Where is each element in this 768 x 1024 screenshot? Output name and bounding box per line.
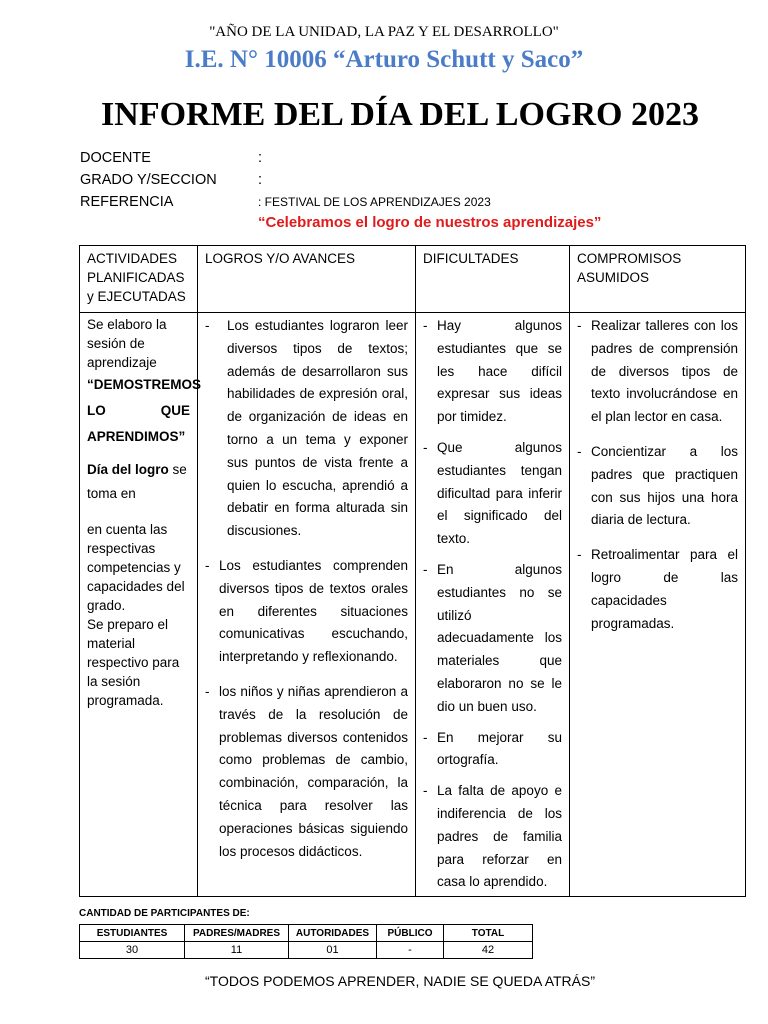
- footer-slogan: “TODOS PODEMOS APRENDER, NADIE SE QUEDA ATRÁS”: [204, 973, 595, 989]
- header-compromisos: COMPROMISOS ASUMIDOS: [570, 246, 746, 313]
- referencia-label: REFERENCIA: [80, 194, 174, 210]
- participants-value-cell: -: [377, 942, 444, 959]
- grado-label: GRADO Y/SECCION: [80, 172, 217, 188]
- report-table: [79, 245, 746, 897]
- dificultad-item: [423, 559, 562, 719]
- participants-header-cell: AUTORIDADES: [289, 925, 377, 942]
- logro-text: los niños y niñas aprendieron a través de la resolución de problemas diversos contenidos como problemas de cambio, combinación, comparación, la técnica para resolver las operaciones básicas siguiendo los procesos didácticos.: [219, 683, 408, 859]
- dificultad-item: [423, 315, 562, 429]
- dificultad-text: En mejorar su ortografía.: [437, 729, 562, 768]
- session-name: “DEMOSTREMOS LO QUE APRENDIMOS”: [87, 377, 202, 444]
- bullet-dash: -: [205, 318, 210, 333]
- participants-value-cell: 11: [185, 942, 289, 959]
- cuenta-text: en cuenta las respectivas competencias y capacidades del grado.: [87, 522, 185, 613]
- header-dificultades: DIFICULTADES: [416, 246, 570, 313]
- bullet-dash: -: [423, 561, 428, 577]
- logros-cell: [198, 313, 416, 897]
- referencia-value: : FESTIVAL DE LOS APRENDIZAJES 2023: [258, 195, 491, 209]
- participants-value-row: [80, 942, 533, 959]
- dificultad-item: [423, 437, 562, 551]
- compromiso-text: Concientizar a los padres que practiquen con sus hijos una hora diaria de lectura.: [591, 443, 738, 528]
- highlight-slogan: “Celebramos el logro de nuestros aprendizajes”: [258, 214, 602, 231]
- compromiso-item: [577, 441, 738, 532]
- dificultad-text: La falta de apoyo e indiferencia de los padres de familia para reforzar en casa lo aprendido.: [437, 783, 562, 890]
- compromisos-cell: [570, 313, 746, 897]
- report-title: INFORME DEL DÍA DEL LOGRO 2023: [101, 96, 699, 133]
- dificultad-text: Que algunos estudiantes tengan dificultad para inferir el significado del texto.: [437, 439, 562, 547]
- dificultad-text: En algunos estudiantes no se utilizó adecuadamente los materiales que elaboraron no se le dio un buen uso.: [437, 561, 562, 714]
- bullet-dash: -: [423, 318, 428, 333]
- school-name: I.E. N° 10006 “Arturo Schutt y Saco”: [184, 46, 584, 73]
- participants-header-row: [80, 925, 533, 942]
- actividades-intro: Se elaboro la sesión de aprendizaje: [87, 317, 167, 370]
- bullet-dash: -: [577, 547, 582, 563]
- compromiso-text: Retroalimentar para el logro de las capacidades programadas.: [591, 547, 738, 631]
- participants-table: [79, 924, 533, 959]
- bullet-dash: -: [577, 318, 582, 333]
- actividades-cell: [80, 313, 202, 897]
- participants-value-cell: 01: [289, 942, 377, 959]
- grado-separator: :: [258, 172, 263, 188]
- dificultad-text: Hay algunos estudiantes que se les hace difícil expresar sus ideas por timidez.: [437, 318, 562, 425]
- logro-item: [205, 681, 408, 863]
- compromiso-text: Realizar talleres con los padres de comprensión de diversos tipos de texto involucrándose en el plan lector en casa.: [591, 318, 738, 425]
- bullet-dash: -: [423, 783, 428, 799]
- logro-item: [205, 555, 408, 669]
- docente-label: DOCENTE: [80, 150, 151, 166]
- dia-logro-bold: Día del logro: [87, 462, 169, 477]
- logro-text: Los estudiantes comprenden diversos tipos de textos orales en diferentes situaciones comunicativas escuchando, interpretando y reflexionando.: [219, 557, 408, 665]
- dia-logro-text: [87, 458, 190, 506]
- compromiso-item: [577, 544, 738, 635]
- bullet-dash: -: [423, 439, 428, 455]
- dia-logro-rest: se toma en: [87, 462, 187, 501]
- dificultad-item: [423, 727, 562, 773]
- participants-value-cell: 30: [80, 942, 185, 959]
- participants-header-cell: TOTAL: [444, 925, 533, 942]
- logro-text: Los estudiantes lograron leer diversos tipos de textos; además de desarrollaron sus habilidades de expresión oral, de organización de ideas en torno a un tema y exponer sus puntos de vista frente a quien lo escucha, aprendió a debatir en forma alturada sin discusiones.: [227, 318, 408, 539]
- participants-label: CANTIDAD DE PARTICIPANTES DE:: [79, 908, 250, 919]
- logro-item: [205, 315, 408, 543]
- bullet-dash: -: [205, 557, 210, 573]
- header-logros: LOGROS Y/O AVANCES: [198, 246, 416, 313]
- dificultad-item: [423, 780, 562, 894]
- participants-value-cell: 42: [444, 942, 533, 959]
- dificultades-cell: [416, 313, 570, 897]
- docente-separator: :: [258, 150, 263, 166]
- bullet-dash: -: [423, 729, 428, 745]
- participants-header-cell: ESTUDIANTES: [80, 925, 185, 942]
- bullet-dash: -: [577, 443, 582, 459]
- table-body-row: [80, 313, 746, 897]
- participants-header-cell: PÚBLICO: [377, 925, 444, 942]
- year-motto: "AÑO DE LA UNIDAD, LA PAZ Y EL DESARROLLO": [209, 24, 559, 40]
- header-actividades: ACTIVIDADES PLANIFICADAS y EJECUTADAS: [80, 246, 198, 313]
- participants-header-cell: PADRES/MADRES: [185, 925, 289, 942]
- bullet-dash: -: [205, 683, 210, 699]
- table-header-row: [80, 246, 746, 313]
- preparo-text: Se preparo el material respectivo para la sesión programada.: [87, 617, 180, 708]
- compromiso-item: [577, 315, 738, 429]
